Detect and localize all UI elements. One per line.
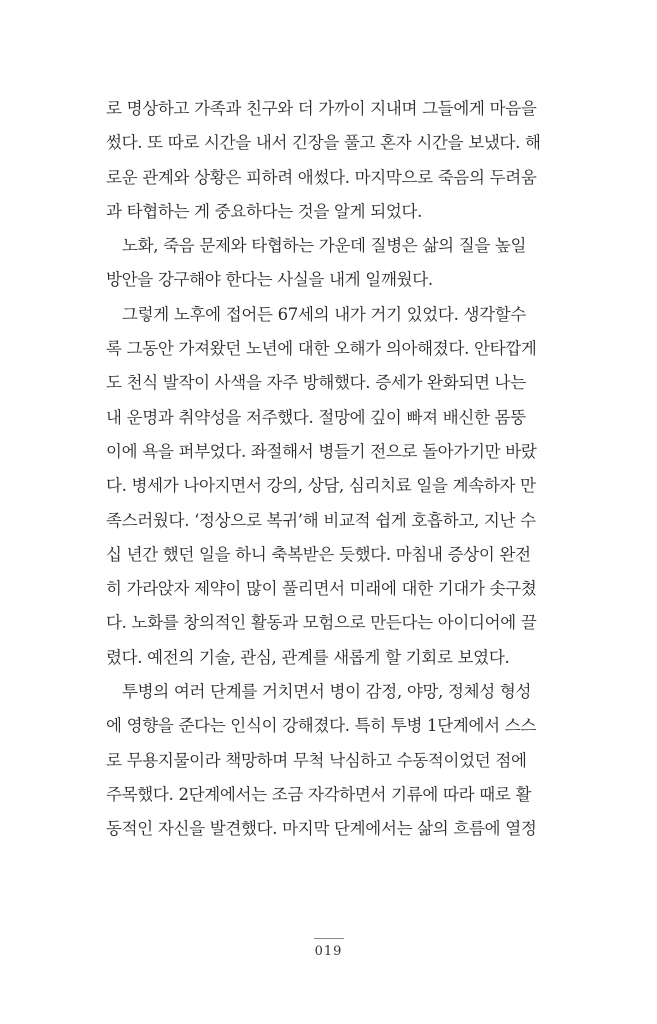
text-line: 동적인 자신을 발견했다. 마지막 단계에서는 삶의 흐름에 열정 xyxy=(106,819,537,839)
text-line: 주목했다. 2단계에서는 조금 자각하면서 기류에 따라 때로 활 xyxy=(106,784,532,804)
text-line: 방안을 강구해야 한다는 사실을 내게 일깨웠다. xyxy=(106,270,433,290)
text-line: 과 타협하는 게 중요하다는 것을 알게 되었다. xyxy=(106,201,423,221)
paragraph-start-line: 노화, 죽음 문제와 타협하는 가운데 질병은 삶의 질을 높일 xyxy=(122,236,527,256)
body-text xyxy=(106,92,578,847)
text-line: 다. 노화를 창의적인 활동과 모험으로 만든다는 아이디어에 끌 xyxy=(106,613,537,633)
footer-rule xyxy=(314,938,344,939)
text-line: 십 년간 했던 일을 하니 축복받은 듯했다. 마침내 증상이 완전 xyxy=(106,544,531,564)
page-number: 019 xyxy=(314,944,343,959)
paragraph-start-line: 그렇게 노후에 접어든 67세의 내가 거기 있었다. 생각할수 xyxy=(122,304,527,324)
text-line: 다. 병세가 나아지면서 강의, 상담, 심리치료 일을 계속하자 만 xyxy=(106,476,536,496)
text-line: 렸다. 예전의 기술, 관심, 관계를 새롭게 할 기회로 보였다. xyxy=(106,647,510,667)
text-line: 도 천식 발작이 사색을 자주 방해했다. 증세가 완화되면 나는 xyxy=(106,373,526,393)
text-line: 썼다. 또 따로 시간을 내서 긴장을 풀고 혼자 시간을 보냈다. 해 xyxy=(106,133,541,153)
text-line: 로운 관계와 상황은 피하려 애썼다. 마지막으로 죽음의 두려움 xyxy=(106,167,537,187)
text-line: 내 운명과 취약성을 저주했다. 절망에 깊이 빠져 배신한 몸뚱 xyxy=(106,407,526,427)
paragraph-start-line: 투병의 여러 단계를 거치면서 병이 감정, 야망, 정체성 형성 xyxy=(122,682,532,702)
text-line: 로 무용지물이라 책망하며 무척 낙심하고 수동적이었던 점에 xyxy=(106,750,527,770)
text-line: 에 영향을 준다는 인식이 강해졌다. 특히 투병 1단계에서 스스 xyxy=(106,716,537,736)
text-line: 로 명상하고 가족과 친구와 더 가까이 지내며 그들에게 마음을 xyxy=(106,99,537,118)
text-line: 이에 욕을 퍼부었다. 좌절해서 병들기 전으로 돌아가기만 바랐 xyxy=(106,441,537,461)
text-line: 족스러웠다. ‘정상으로 복귀’해 비교적 쉽게 호흡하고, 지난 수 xyxy=(106,510,536,530)
text-line: 히 가라앉자 제약이 많이 풀리면서 미래에 대한 기대가 솟구쳤 xyxy=(106,579,537,599)
text-line: 록 그동안 가져왔던 노년에 대한 오해가 의아해졌다. 안타깝게 xyxy=(106,339,537,359)
